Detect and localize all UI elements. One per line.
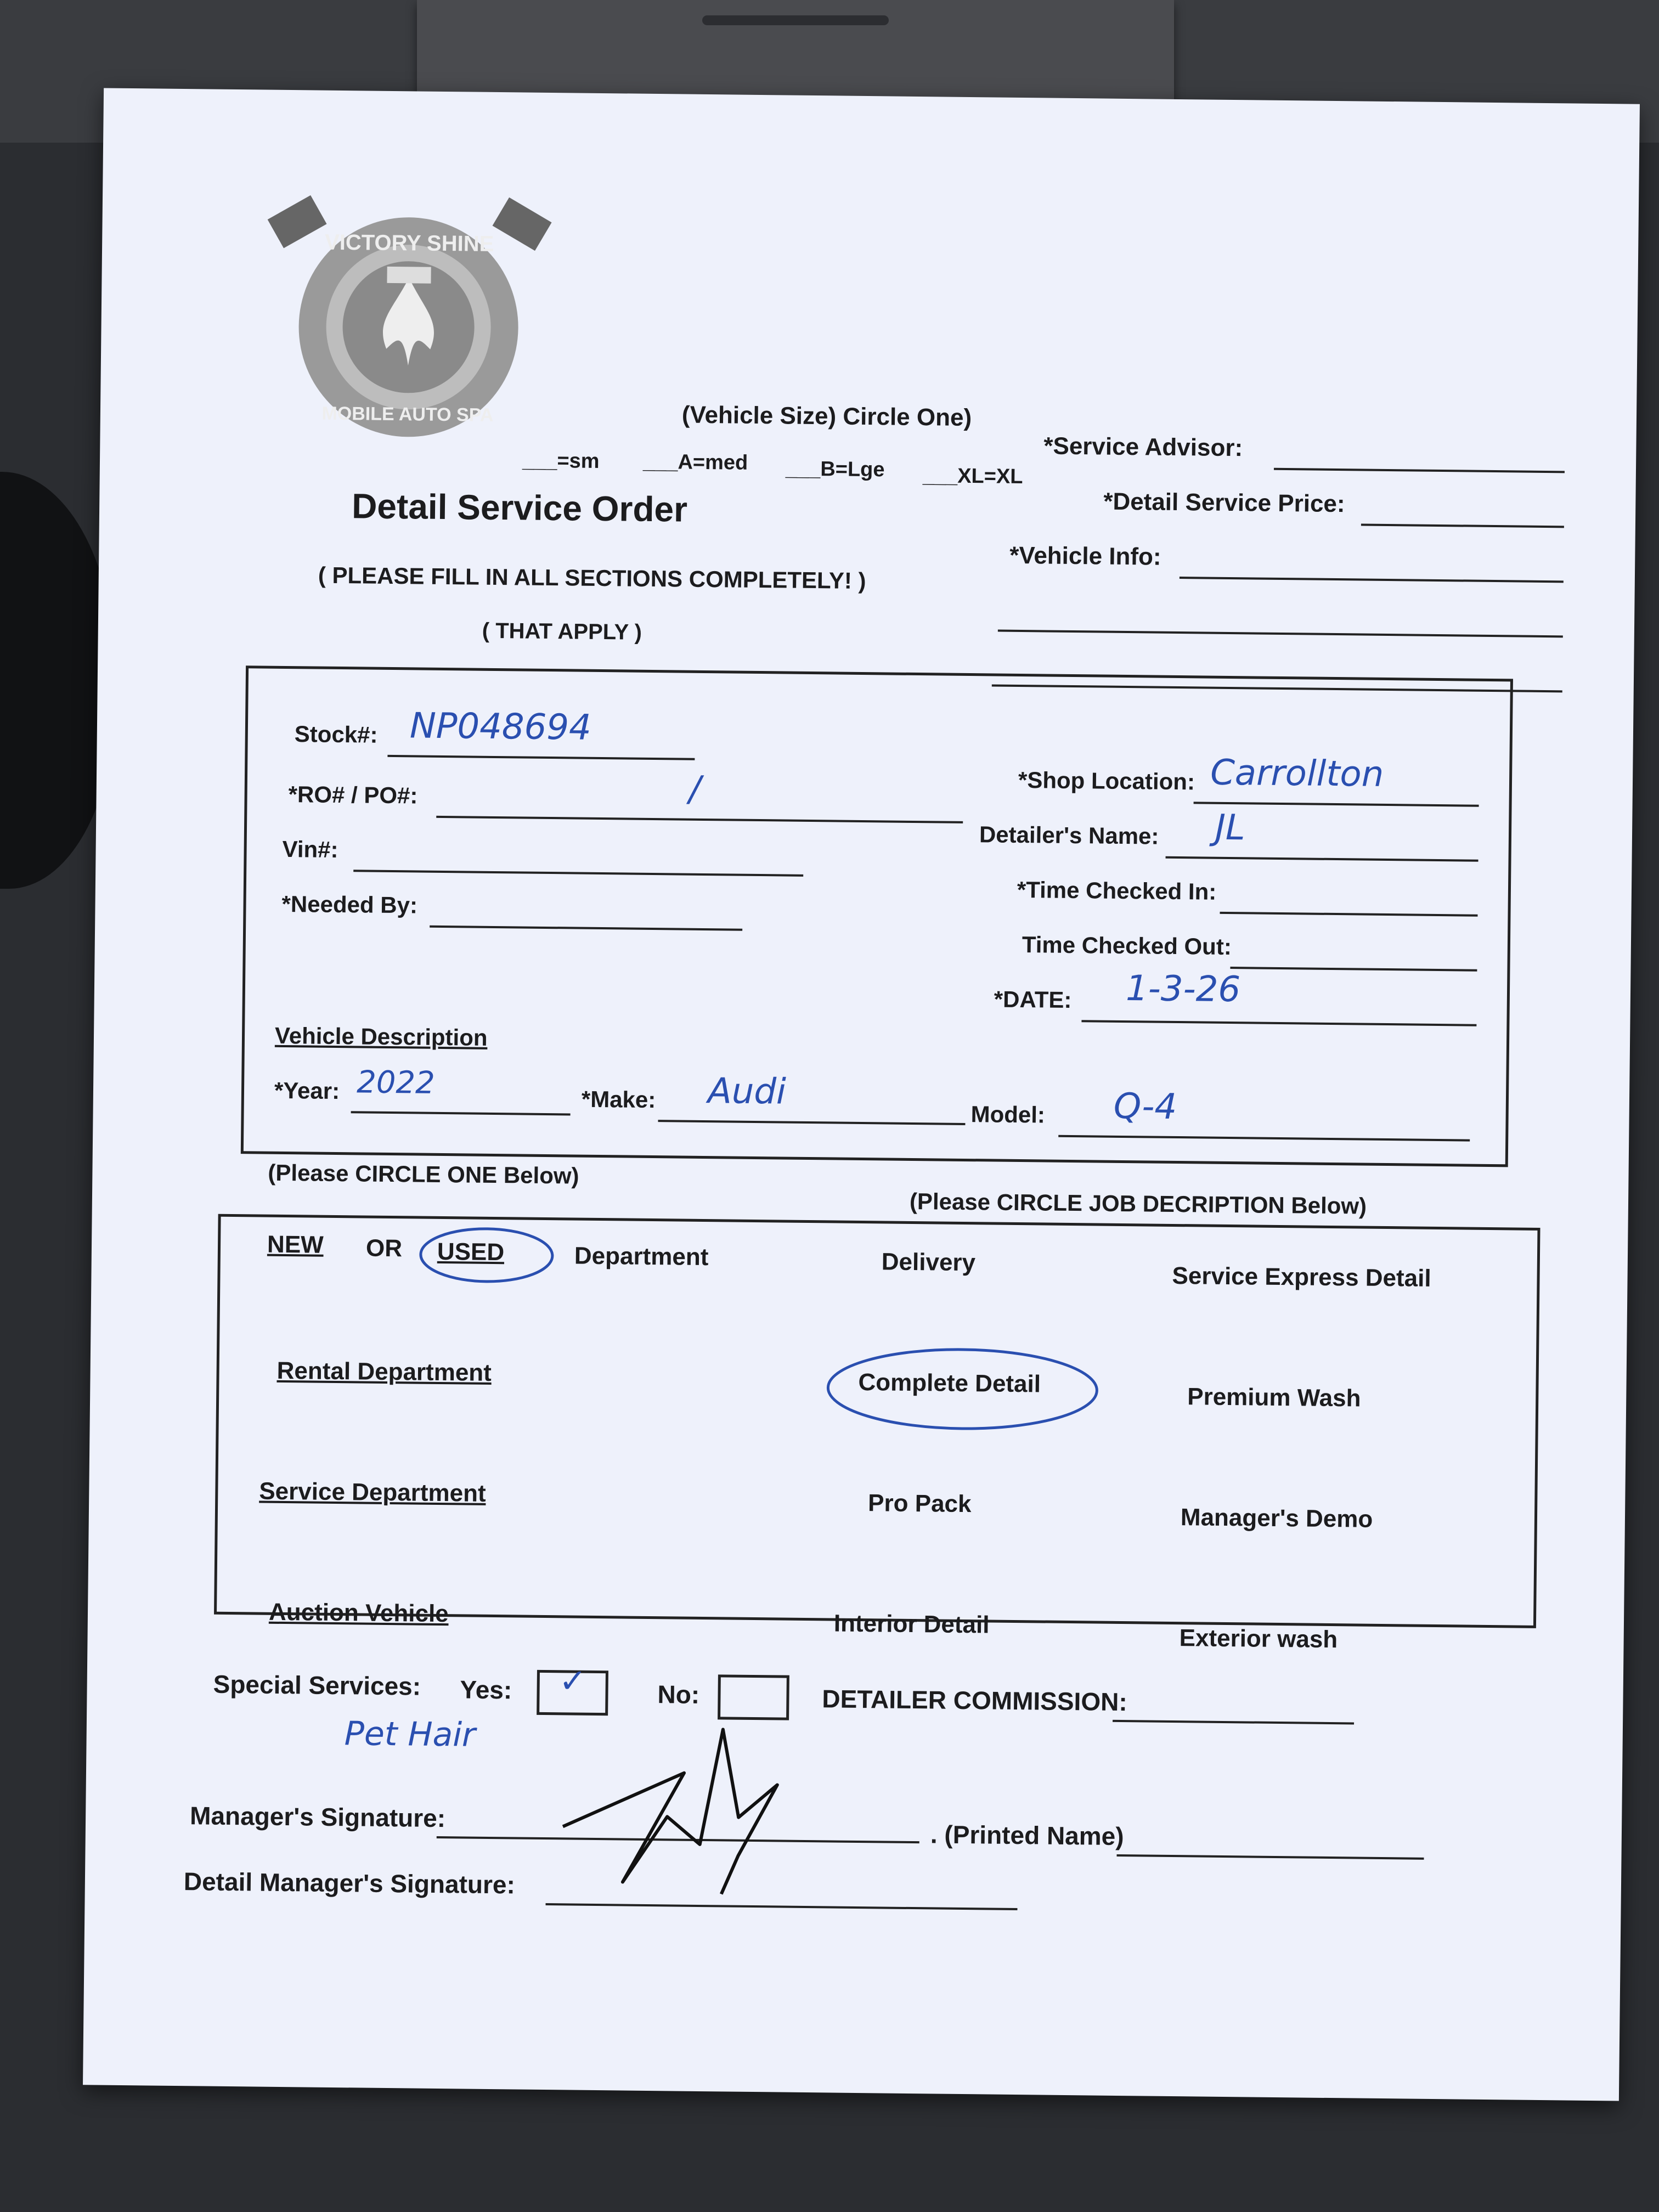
size-option-xl: ___XL=XL (922, 464, 1023, 489)
make-value: Audi (707, 1071, 787, 1113)
service-express-detail-option: Service Express Detail (1172, 1262, 1431, 1292)
yes-check-mark: ✓ (558, 1662, 587, 1701)
detailer-name-label: Detailer's Name: (979, 821, 1159, 849)
special-note: Pet Hair (344, 1714, 476, 1754)
detail-price-label: *Detail Service Price: (1103, 488, 1345, 518)
or-label: OR (365, 1234, 403, 1262)
vehicle-info-line-1 (1180, 577, 1564, 583)
victory-shine-logo (264, 183, 552, 449)
svg-text:VICTORY SHINE: VICTORY SHINE (324, 230, 494, 256)
instructions: ( PLEASE FILL IN ALL SECTIONS COMPLETELY! ) (318, 562, 866, 594)
vehicle-description-label: Vehicle Description (274, 1022, 488, 1051)
detailer-name-value: JL (1215, 807, 1246, 849)
stock-value: NP048694 (409, 706, 592, 748)
year-label: *Year: (274, 1077, 340, 1104)
complete-detail-circle-mark (820, 1341, 1106, 1437)
auction-vehicle-option: Auction Vehicle (268, 1598, 449, 1628)
printed-name-line (1116, 1854, 1424, 1860)
manager-signature-scribble (557, 1717, 844, 1906)
interior-detail-option: Interior Detail (833, 1610, 990, 1639)
used-option: USED (437, 1238, 505, 1266)
printed-name-label: . (Printed Name) (930, 1820, 1124, 1851)
detail-price-line (1361, 523, 1564, 528)
time-in-label: *Time Checked In: (1017, 876, 1217, 905)
shop-location-label: *Shop Location: (1018, 766, 1195, 795)
used-circle-mark (415, 1222, 558, 1289)
model-label: Model: (970, 1101, 1046, 1128)
form-title: Detail Service Order (351, 486, 688, 529)
managers-signature-label: Manager's Signature: (189, 1801, 446, 1833)
no-label: No: (657, 1680, 700, 1709)
instructions-sub: ( THAT APPLY ) (482, 618, 642, 645)
service-department-option: Service Department (259, 1477, 486, 1507)
detailer-commission-line (1113, 1720, 1354, 1725)
ro-po-value: / (689, 769, 701, 810)
svg-text:MOBILE AUTO SPA: MOBILE AUTO SPA (321, 403, 494, 426)
department-label: Department (574, 1242, 709, 1271)
managers-demo-option: Manager's Demo (1180, 1504, 1373, 1533)
new-option: NEW (267, 1231, 324, 1259)
vehicle-info-line-2 (998, 630, 1563, 638)
ro-po-label: *RO# / PO#: (288, 781, 418, 809)
stock-label: Stock#: (294, 721, 378, 748)
time-out-label: Time Checked Out: (1022, 932, 1232, 960)
special-services-label: Special Services: (213, 1669, 421, 1701)
pro-pack-option: Pro Pack (867, 1489, 972, 1518)
rental-department-option: Rental Department (276, 1357, 492, 1386)
delivery-option: Delivery (881, 1248, 976, 1277)
make-label: *Make: (581, 1086, 656, 1113)
exterior-wash-option: Exterior wash (1179, 1624, 1338, 1654)
size-option-sm: ___=sm (522, 449, 600, 473)
shop-location-value: Carrollton (1210, 752, 1384, 795)
size-option-med: ___A=med (642, 450, 748, 475)
vehicle-info-label: *Vehicle Info: (1009, 541, 1161, 571)
needed-by-label: *Needed By: (281, 890, 418, 918)
vehicle-size-title: (Vehicle Size) Circle One) (681, 401, 972, 432)
circle-job-label: (Please CIRCLE JOB DECRIPTION Below) (909, 1188, 1367, 1219)
premium-wash-option: Premium Wash (1187, 1383, 1361, 1412)
date-label: *DATE: (994, 986, 1072, 1013)
vin-label: Vin#: (282, 836, 338, 862)
complete-detail-option: Complete Detail (858, 1368, 1041, 1398)
year-value: 2022 (356, 1064, 436, 1101)
service-advisor-line (1274, 468, 1565, 473)
yes-label: Yes: (460, 1675, 512, 1705)
no-checkbox (718, 1674, 789, 1720)
detail-service-order-form (83, 88, 1640, 2101)
model-value: Q-4 (1113, 1086, 1177, 1128)
date-value: 1-3-26 (1125, 968, 1241, 1011)
size-option-lge: ___B=Lge (785, 457, 885, 482)
service-advisor-label: *Service Advisor: (1043, 432, 1243, 462)
detailer-commission-label: DETAILER COMMISSION: (822, 1684, 1127, 1717)
detail-managers-signature-label: Detail Manager's Signature: (183, 1867, 516, 1899)
circle-one-label: (Please CIRCLE ONE Below) (268, 1159, 579, 1189)
